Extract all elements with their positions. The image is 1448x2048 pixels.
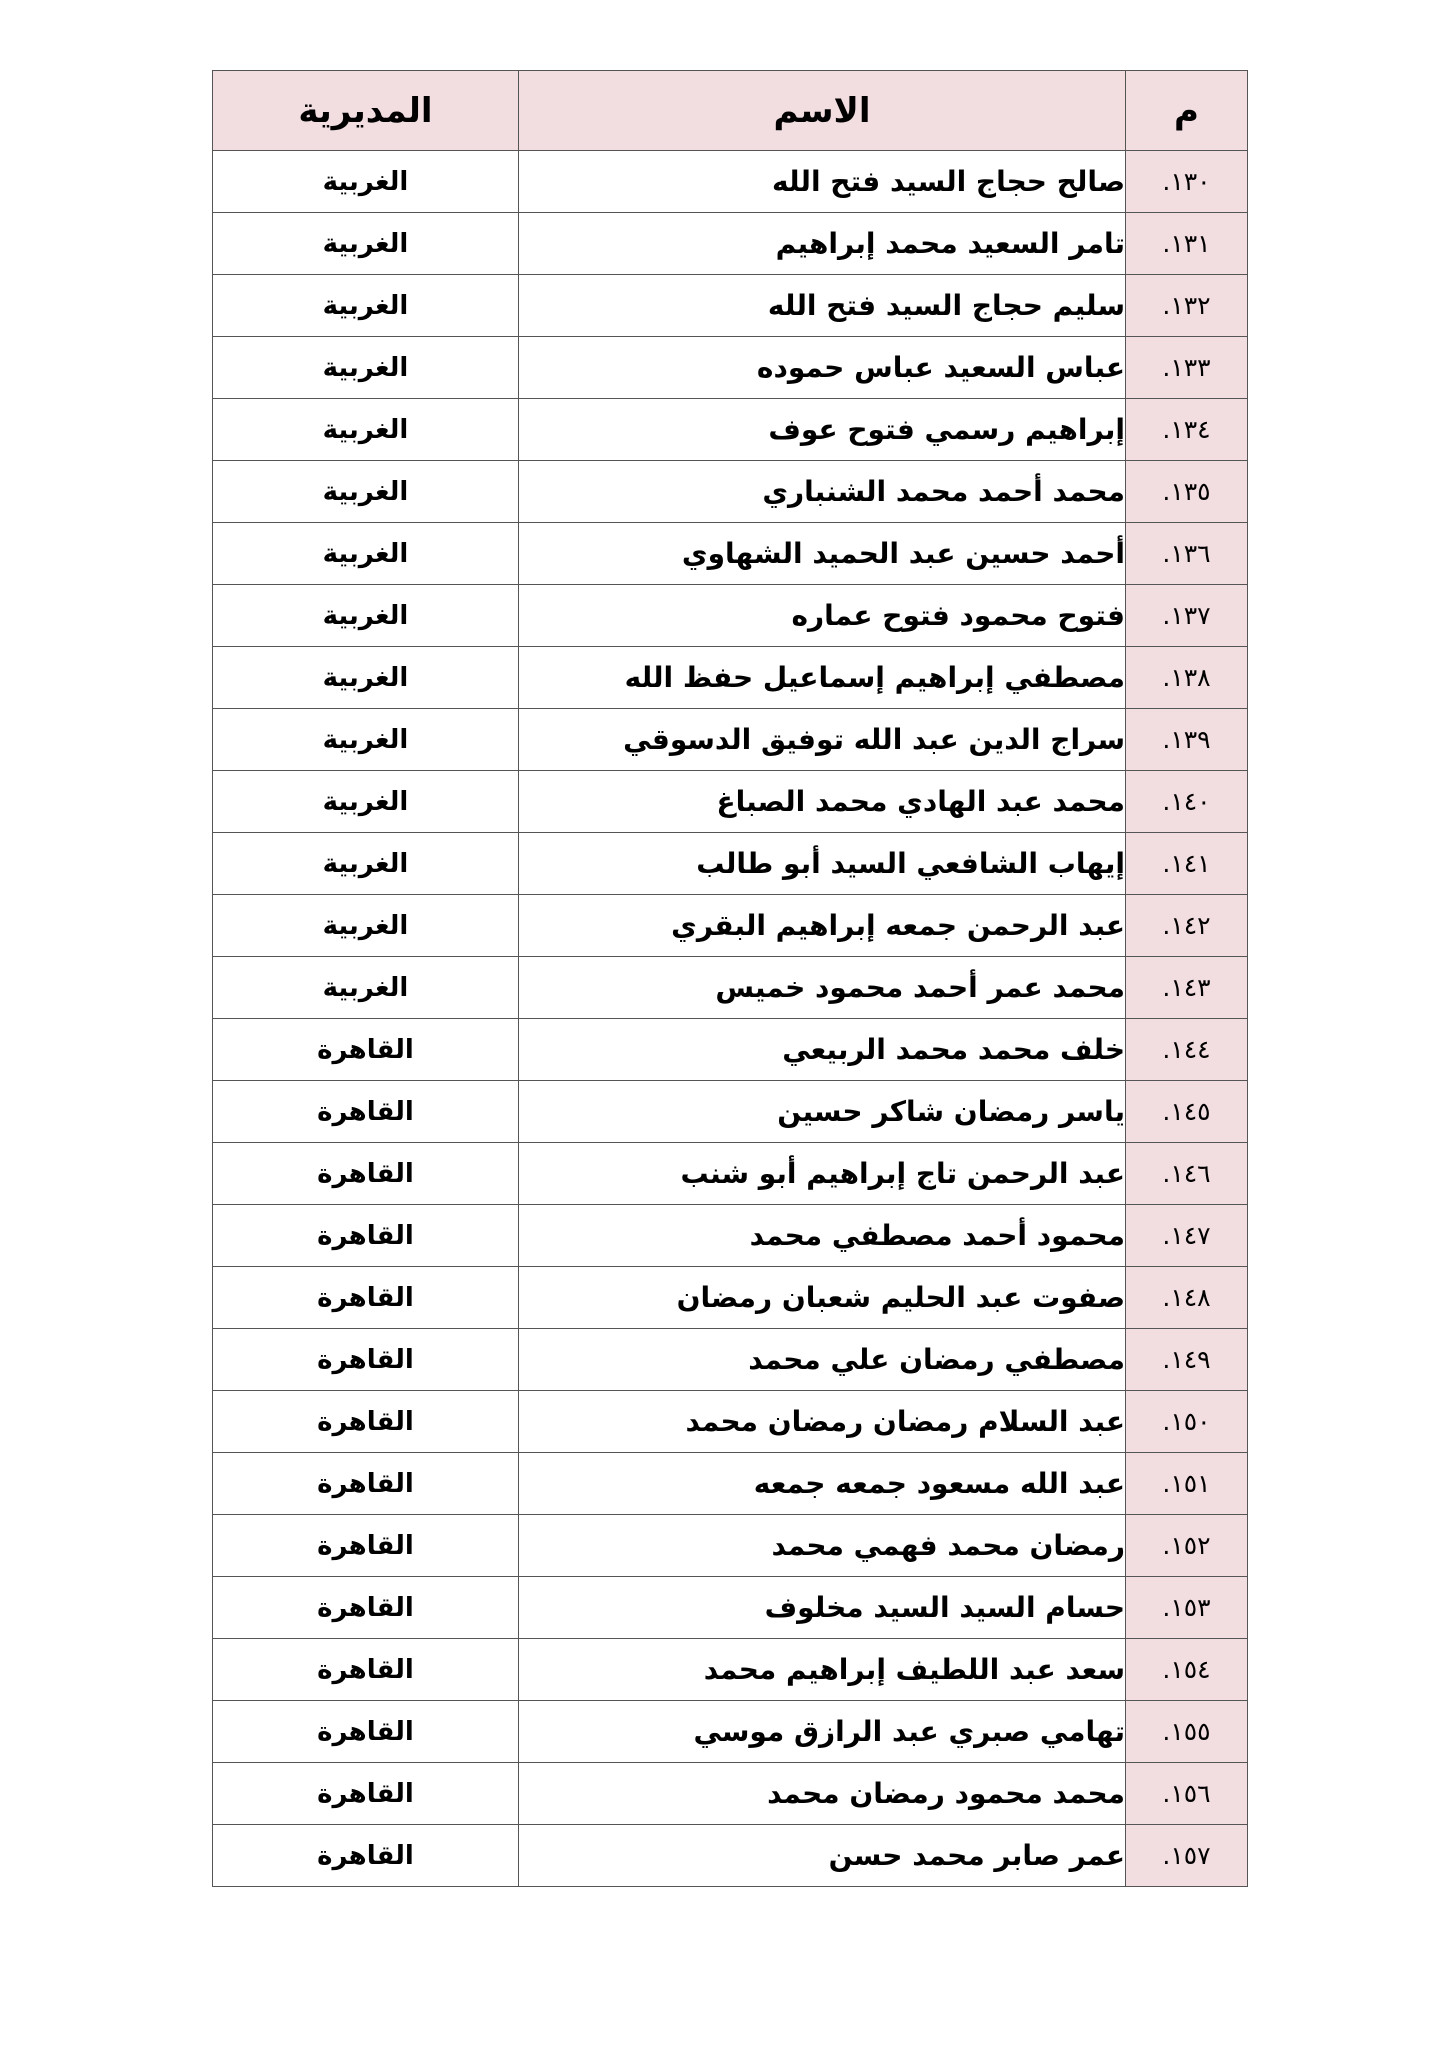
row-directorate: القاهرة xyxy=(213,1391,519,1453)
row-name: محمود أحمد مصطفي محمد xyxy=(519,1205,1126,1267)
table-row xyxy=(213,585,1248,647)
row-directorate: القاهرة xyxy=(213,1639,519,1701)
row-directorate: الغربية xyxy=(213,709,519,771)
row-directorate: القاهرة xyxy=(213,1019,519,1081)
row-directorate: الغربية xyxy=(213,337,519,399)
table-row xyxy=(213,1639,1248,1701)
table-row xyxy=(213,1453,1248,1515)
row-number: ١٤٥. xyxy=(1126,1081,1248,1143)
row-name: صالح حجاج السيد فتح الله xyxy=(519,151,1126,213)
table-row xyxy=(213,647,1248,709)
row-name: عبد الرحمن جمعه إبراهيم البقري xyxy=(519,895,1126,957)
table-row xyxy=(213,1701,1248,1763)
row-name: عبد الرحمن تاج إبراهيم أبو شنب xyxy=(519,1143,1126,1205)
row-number: ١٣٣. xyxy=(1126,337,1248,399)
table-row xyxy=(213,833,1248,895)
table-row xyxy=(213,275,1248,337)
table-row xyxy=(213,1267,1248,1329)
row-directorate: القاهرة xyxy=(213,1701,519,1763)
row-number: ١٣٥. xyxy=(1126,461,1248,523)
row-directorate: الغربية xyxy=(213,151,519,213)
table-row xyxy=(213,1763,1248,1825)
table-row xyxy=(213,461,1248,523)
table-row xyxy=(213,1577,1248,1639)
row-directorate: الغربية xyxy=(213,213,519,275)
row-number: ١٥٥. xyxy=(1126,1701,1248,1763)
row-name: فتوح محمود فتوح عماره xyxy=(519,585,1126,647)
table-row xyxy=(213,337,1248,399)
row-directorate: الغربية xyxy=(213,461,519,523)
header-name: الاسم xyxy=(519,71,1126,151)
row-name: رمضان محمد فهمي محمد xyxy=(519,1515,1126,1577)
row-number: ١٥١. xyxy=(1126,1453,1248,1515)
row-name: مصطفي رمضان علي محمد xyxy=(519,1329,1126,1391)
row-name: إيهاب الشافعي السيد أبو طالب xyxy=(519,833,1126,895)
row-name: سراج الدين عبد الله توفيق الدسوقي xyxy=(519,709,1126,771)
row-directorate: القاهرة xyxy=(213,1205,519,1267)
table-row xyxy=(213,523,1248,585)
table-row xyxy=(213,895,1248,957)
table-body xyxy=(213,151,1248,1887)
row-name: تامر السعيد محمد إبراهيم xyxy=(519,213,1126,275)
table-row xyxy=(213,1329,1248,1391)
row-name: أحمد حسين عبد الحميد الشهاوي xyxy=(519,523,1126,585)
row-number: ١٣٢. xyxy=(1126,275,1248,337)
row-name: سليم حجاج السيد فتح الله xyxy=(519,275,1126,337)
row-number: ١٤٦. xyxy=(1126,1143,1248,1205)
row-directorate: الغربية xyxy=(213,771,519,833)
table-row xyxy=(213,957,1248,1019)
row-number: ١٥٧. xyxy=(1126,1825,1248,1887)
row-directorate: القاهرة xyxy=(213,1329,519,1391)
table-row xyxy=(213,1515,1248,1577)
row-name: حسام السيد السيد مخلوف xyxy=(519,1577,1126,1639)
table-header xyxy=(213,71,1248,151)
table-row xyxy=(213,213,1248,275)
row-directorate: الغربية xyxy=(213,895,519,957)
row-directorate: القاهرة xyxy=(213,1081,519,1143)
row-name: محمد أحمد محمد الشنباري xyxy=(519,461,1126,523)
row-number: ١٣٨. xyxy=(1126,647,1248,709)
row-directorate: الغربية xyxy=(213,833,519,895)
row-directorate: الغربية xyxy=(213,585,519,647)
row-name: محمد محمود رمضان محمد xyxy=(519,1763,1126,1825)
row-name: سعد عبد اللطيف إبراهيم محمد xyxy=(519,1639,1126,1701)
header-number: م xyxy=(1126,71,1248,151)
row-number: ١٣٩. xyxy=(1126,709,1248,771)
row-name: صفوت عبد الحليم شعبان رمضان xyxy=(519,1267,1126,1329)
table-row xyxy=(213,1143,1248,1205)
row-number: ١٤٢. xyxy=(1126,895,1248,957)
row-number: ١٤١. xyxy=(1126,833,1248,895)
row-name: خلف محمد محمد الربيعي xyxy=(519,1019,1126,1081)
table-row xyxy=(213,399,1248,461)
table-row xyxy=(213,709,1248,771)
row-name: عباس السعيد عباس حموده xyxy=(519,337,1126,399)
table-row xyxy=(213,1081,1248,1143)
row-directorate: القاهرة xyxy=(213,1143,519,1205)
row-name: محمد عمر أحمد محمود خميس xyxy=(519,957,1126,1019)
row-directorate: الغربية xyxy=(213,647,519,709)
table-row xyxy=(213,151,1248,213)
row-number: ١٤٨. xyxy=(1126,1267,1248,1329)
row-number: ١٥٠. xyxy=(1126,1391,1248,1453)
row-directorate: القاهرة xyxy=(213,1453,519,1515)
row-number: ١٥٦. xyxy=(1126,1763,1248,1825)
row-name: ياسر رمضان شاكر حسين xyxy=(519,1081,1126,1143)
header-directorate: المديرية xyxy=(213,71,519,151)
names-table xyxy=(212,70,1248,1887)
row-number: ١٣١. xyxy=(1126,213,1248,275)
row-directorate: القاهرة xyxy=(213,1763,519,1825)
row-number: ١٣٠. xyxy=(1126,151,1248,213)
table-row xyxy=(213,1205,1248,1267)
table-row xyxy=(213,1825,1248,1887)
row-name: محمد عبد الهادي محمد الصباغ xyxy=(519,771,1126,833)
row-name: إبراهيم رسمي فتوح عوف xyxy=(519,399,1126,461)
header-row xyxy=(213,71,1248,151)
row-number: ١٥٤. xyxy=(1126,1639,1248,1701)
row-name: عمر صابر محمد حسن xyxy=(519,1825,1126,1887)
row-number: ١٤٣. xyxy=(1126,957,1248,1019)
row-name: عبد الله مسعود جمعه جمعه xyxy=(519,1453,1126,1515)
row-number: ١٣٤. xyxy=(1126,399,1248,461)
row-directorate: الغربية xyxy=(213,399,519,461)
row-number: ١٤٩. xyxy=(1126,1329,1248,1391)
row-directorate: الغربية xyxy=(213,523,519,585)
row-directorate: القاهرة xyxy=(213,1577,519,1639)
row-directorate: الغربية xyxy=(213,275,519,337)
row-number: ١٣٧. xyxy=(1126,585,1248,647)
row-name: مصطفي إبراهيم إسماعيل حفظ الله xyxy=(519,647,1126,709)
row-directorate: القاهرة xyxy=(213,1267,519,1329)
row-directorate: القاهرة xyxy=(213,1825,519,1887)
row-directorate: القاهرة xyxy=(213,1515,519,1577)
row-number: ١٣٦. xyxy=(1126,523,1248,585)
table-row xyxy=(213,1391,1248,1453)
row-number: ١٤٤. xyxy=(1126,1019,1248,1081)
row-directorate: الغربية xyxy=(213,957,519,1019)
row-number: ١٥٣. xyxy=(1126,1577,1248,1639)
row-number: ١٥٢. xyxy=(1126,1515,1248,1577)
row-name: تهامي صبري عبد الرازق موسي xyxy=(519,1701,1126,1763)
table-row xyxy=(213,771,1248,833)
table-row xyxy=(213,1019,1248,1081)
row-number: ١٤٧. xyxy=(1126,1205,1248,1267)
row-number: ١٤٠. xyxy=(1126,771,1248,833)
row-name: عبد السلام رمضان رمضان محمد xyxy=(519,1391,1126,1453)
